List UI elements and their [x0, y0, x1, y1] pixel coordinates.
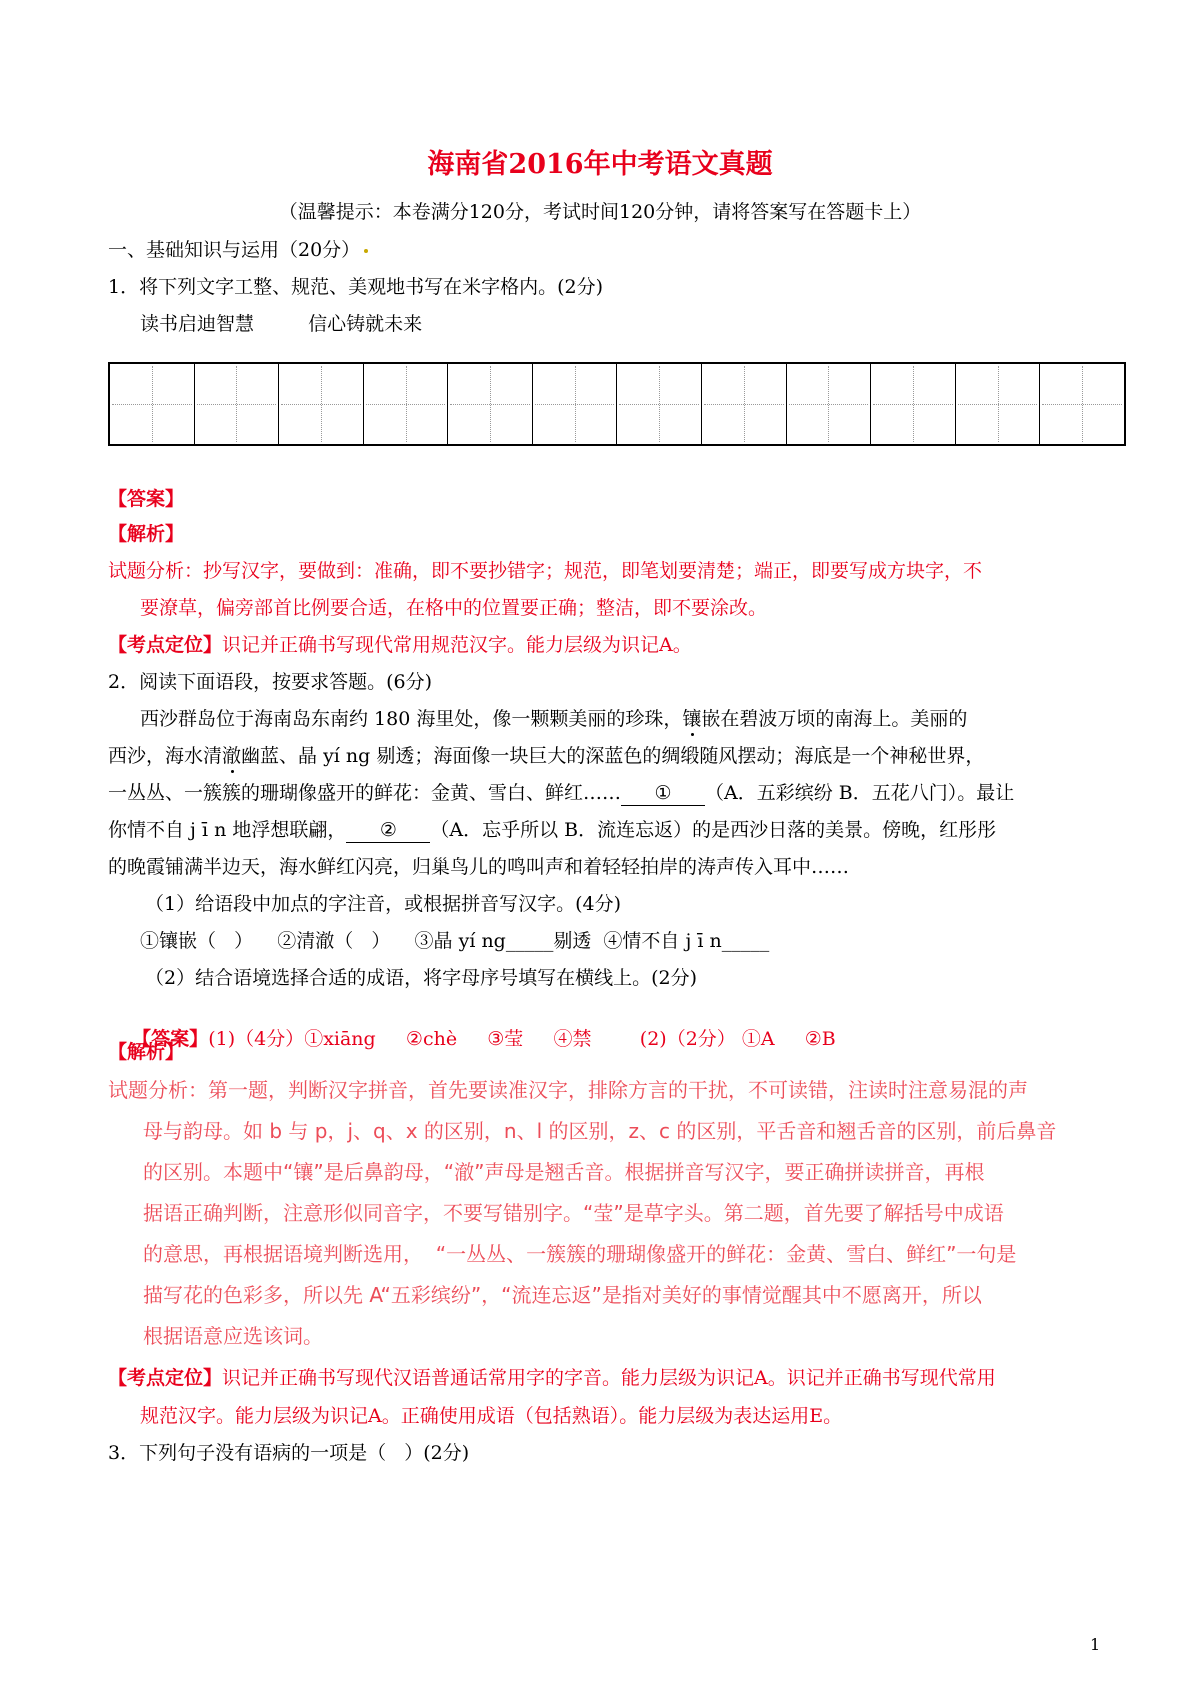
grid-cell	[195, 364, 280, 444]
q2-sub2: （2）结合语境选择合适的成语，将字母序号填写在横线上。(2分)	[145, 967, 698, 989]
passage-text: 幽蓝、晶 yí ng 剔透；海面像一块巨大的深蓝色的绸缎随风摆动；海底是一个神秘世界，	[241, 745, 985, 767]
q2-analysis-line: 的意思，再根据语境判断选用， “一丛丛、一簇簇的珊瑚像盛开的鲜花：金黄、雪白、鲜红”一句是	[143, 1242, 1017, 1266]
section-heading	[108, 238, 368, 262]
passage-text: 西沙群岛位于海南岛东南约 180 海里处，像一颗颗美丽的珍珠，	[140, 708, 683, 730]
q1-text-b: 信心铸就未来	[308, 313, 423, 335]
grid-cell	[1040, 364, 1124, 444]
passage-text: 你情不自 j ī n 地浮想联翩，	[108, 819, 347, 841]
q1-stem: 1．将下列文字工整、规范、美观地书写在米字格内。(2分)	[108, 276, 604, 298]
q1-point	[108, 633, 692, 657]
q2-answer-text: (1)（4分）①xiāng ②chè ③莹 ④禁 (2)（2分） ①A ②B	[208, 1028, 836, 1050]
q1-analysis-line: 要潦草，偏旁部首比例要合适，在格中的位置要正确；整洁，即不要涂改。	[140, 597, 768, 619]
passage-text: （A．忘乎所以 B．流连忘返）的是西沙日落的美景。傍晚，红彤彤	[430, 819, 997, 841]
grid-cell	[787, 364, 872, 444]
grid-cell	[617, 364, 702, 444]
q2-sub1: （1）给语段中加点的字注音，或根据拼音写汉字。(4分)	[145, 893, 622, 915]
q2-answer	[108, 1003, 836, 1075]
q2-analysis-line: 据语正确判断，注意形似同音字，不要写错别字。“莹”是草字头。第二题，首先要了解括号中成语	[143, 1201, 1004, 1225]
q1-answer-label: 【答案】	[108, 488, 185, 510]
q2-point	[108, 1366, 996, 1390]
page-title: 海南省2016年中考语文真题	[427, 149, 773, 180]
passage-text: 西沙，海水清	[108, 745, 223, 767]
q2-passage-line	[140, 707, 967, 731]
q2-analysis-line: 描写花的色彩多，所以先 A“五彩缤纷”，“流连忘返”是指对美好的事情觉醒其中不愿离开，所以	[143, 1283, 982, 1307]
bullet-dot-icon	[364, 249, 368, 253]
writing-grid	[108, 362, 1126, 446]
q2-answer-label: 【答案】	[132, 1028, 209, 1050]
blank-2: ②	[346, 818, 430, 843]
dotted-char: 澈	[222, 745, 242, 767]
section-heading-text: 一、基础知识与运用（20分）	[108, 239, 361, 261]
q2-analysis-label: 【解析】	[108, 1041, 185, 1063]
page-number: 1	[1090, 1635, 1101, 1654]
q2-passage-line	[108, 744, 984, 768]
q2-passage-line	[108, 781, 1014, 806]
grid-cell	[702, 364, 787, 444]
q2-analysis-line: 根据语意应选该词。	[143, 1324, 323, 1348]
grid-cell	[364, 364, 449, 444]
q2-analysis-line: 的区别。本题中“镶”是后鼻韵母，“澈”声母是翘舌音。根据拼音写汉字，要正确拼读拼音，再根	[143, 1160, 985, 1184]
q2-point-line: 规范汉字。能力层级为识记A。正确使用成语（包括熟语）。能力层级为表达运用E。	[140, 1405, 843, 1427]
passage-text: 嵌在碧波万顷的南海上。美丽的	[701, 708, 968, 730]
q1-point-text: 识记并正确书写现代常用规范汉字。能力层级为识记A。	[222, 634, 692, 656]
q1-analysis-label: 【解析】	[108, 523, 185, 545]
q2-point-label: 【考点定位】	[108, 1367, 223, 1389]
q2-passage-line: 的晚霞铺满半边天，海水鲜红闪亮，归巢鸟儿的鸣叫声和着轻轻拍岸的涛声传入耳中……	[108, 856, 850, 878]
q2-sub1-items: ①镶嵌（ ） ②清澈（ ） ③晶 yí ng_____剔透 ④情不自 j ī n_____	[140, 930, 770, 952]
q1-text-a: 读书启迪智慧	[140, 313, 255, 335]
q2-analysis-line: 试题分析：第一题，判断汉字拼音，首先要读准汉字，排除方言的干扰，不可读错，注读时注意易混的声	[108, 1078, 1028, 1102]
q2-point-text: 识记并正确书写现代汉语普通话常用字的字音。能力层级为识记A。识记并正确书写现代常用	[222, 1367, 996, 1389]
grid-cell	[533, 364, 618, 444]
q2-analysis-line: 母与韵母。如 b 与 p，j、q、x 的区别，n、l 的区别，z、c 的区别，平舌音和翘舌音的区别，前后鼻音	[143, 1119, 1057, 1143]
q2-stem: 2．阅读下面语段，按要求答题。(6分)	[108, 671, 433, 693]
blank-1: ①	[621, 781, 705, 806]
passage-text: 一丛丛、一簇簇的珊瑚像盛开的鲜花：金黄、雪白、鲜红……	[108, 782, 622, 804]
q1-copy-text	[140, 312, 422, 336]
grid-cell	[871, 364, 956, 444]
grid-cell	[956, 364, 1041, 444]
passage-text: （A．五彩缤纷 B．五花八门）。最让	[705, 782, 1015, 804]
q1-point-label: 【考点定位】	[108, 634, 223, 656]
grid-cell	[448, 364, 533, 444]
grid-cell	[279, 364, 364, 444]
q2-passage-line	[108, 818, 996, 843]
q3-stem: 3．下列句子没有语病的一项是（ ）(2分)	[108, 1442, 470, 1464]
tip-note: （温馨提示：本卷满分120分，考试时间120分钟，请将答案写在答题卡上）	[278, 201, 922, 223]
dotted-char: 镶	[682, 708, 702, 730]
grid-cell	[110, 364, 195, 444]
q1-analysis-line: 试题分析：抄写汉字，要做到：准确，即不要抄错字；规范，即笔划要清楚；端正，即要写成方块字，不	[108, 560, 983, 582]
